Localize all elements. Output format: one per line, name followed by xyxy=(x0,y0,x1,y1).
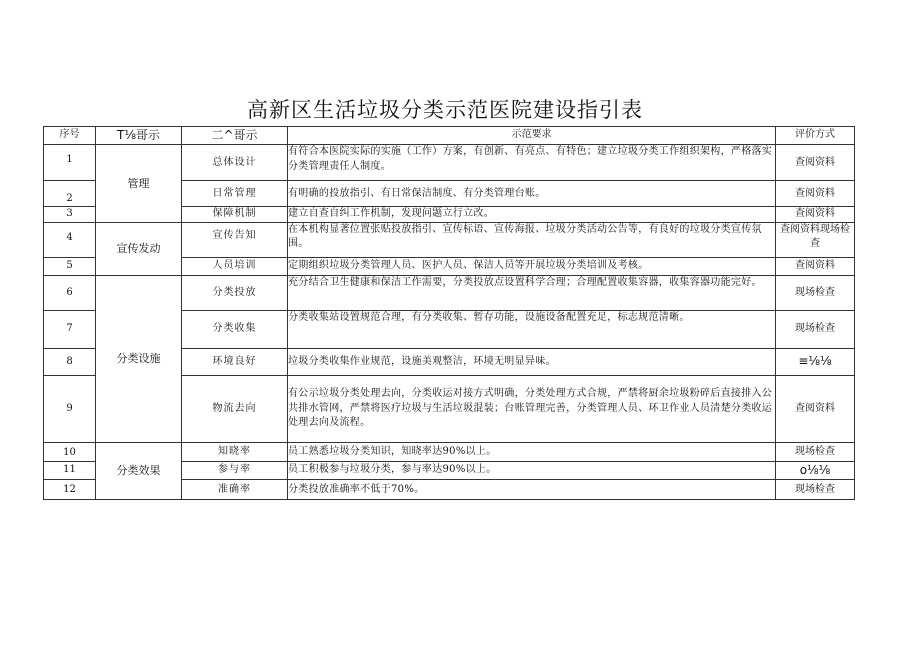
row-number: 8 xyxy=(44,348,96,375)
header-level1: T⅛哥示 xyxy=(96,127,182,145)
requirement-text: 有符合本医院实际的实施（工作）方案，有创新、有亮点、有特色；建立垃圾分类工作组织架构，严格落实分类管理责任人制度。 xyxy=(288,145,776,181)
category-management: 管理 xyxy=(96,145,182,223)
subcategory: 日常管理 xyxy=(182,181,288,207)
requirement-text: 员工熟悉垃圾分类知识，知晓率达90%以上。 xyxy=(288,442,776,461)
header-seq: 序号 xyxy=(44,127,96,145)
subcategory: 分类投放 xyxy=(182,275,288,310)
subcategory: 环境良好 xyxy=(182,348,288,375)
evaluation-method: 现场检查 xyxy=(776,310,855,348)
subcategory: 总体设计 xyxy=(182,145,288,181)
page-title: 高新区生活垃圾分类示范医院建设指引表 xyxy=(247,98,643,122)
evaluation-method: ≡⅛⅛ xyxy=(776,348,855,375)
requirement-text: 分类投放准确率不低于70%。 xyxy=(288,480,776,500)
evaluation-method: 查阅资料现场检查 xyxy=(776,222,855,257)
row-number: 7 xyxy=(44,310,96,348)
requirement-text: 员工积极参与垃圾分类，参与率达90%以上。 xyxy=(288,461,776,479)
table-row xyxy=(44,222,855,257)
requirement-text: 垃圾分类收集作业规范，设施美观整洁，环境无明显异味。 xyxy=(288,348,776,375)
subcategory: 物流去向 xyxy=(182,375,288,442)
evaluation-method: 查阅资料 xyxy=(776,181,855,207)
row-number: 12 xyxy=(44,480,96,500)
row-number: 3 xyxy=(44,207,96,223)
subcategory: 分类收集 xyxy=(182,310,288,348)
table-header-row xyxy=(44,127,855,145)
row-number: 1 xyxy=(44,145,96,181)
row-number: 5 xyxy=(44,257,96,275)
header-requirement: 示范要求 xyxy=(288,127,776,145)
subcategory: 保障机制 xyxy=(182,207,288,223)
row-number: 6 xyxy=(44,275,96,310)
evaluation-method: 现场检查 xyxy=(776,275,855,310)
row-number: 10 xyxy=(44,442,96,461)
evaluation-method: o⅛⅛ xyxy=(776,461,855,479)
category-effect: 分类效果 xyxy=(96,442,182,499)
evaluation-method: 查阅资料 xyxy=(776,207,855,223)
evaluation-method: 查阅资料 xyxy=(776,145,855,181)
subcategory: 参与率 xyxy=(182,461,288,479)
evaluation-method: 现场检查 xyxy=(776,480,855,500)
requirement-text: 分类收集站设置规范合理，有分类收集、暂存功能，设施设备配置充足，标志规范清晰。 xyxy=(288,310,776,348)
requirement-text: 有公示垃圾分类处理去向，分类收运对接方式明确，分类处理方式合规，严禁将厨余垃圾粉碎后直接排入公共排水管网，严禁将医疗垃圾与生活垃圾混装；台账管理完善，分类管理人员、环卫作业人员清楚分类收运处理去向及流程。 xyxy=(288,375,776,442)
table-row xyxy=(44,442,855,461)
row-number: 9 xyxy=(44,375,96,442)
evaluation-method: 查阅资料 xyxy=(776,375,855,442)
category-publicity: 宣传发动 xyxy=(96,222,182,275)
requirement-text: 在本机构显著位置张贴投放指引、宣传标语、宣传海报、垃圾分类活动公告等，有良好的垃圾分类宣传氛围。 xyxy=(288,222,776,257)
requirement-text: 充分结合卫生健康和保洁工作需要，分类投放点设置科学合理；合理配置收集容器，收集容器功能完好。 xyxy=(288,275,776,310)
header-evaluation: 评价方式 xyxy=(776,127,855,145)
table-row xyxy=(44,275,855,310)
guide-table xyxy=(43,126,855,500)
row-number: 2 xyxy=(44,181,96,207)
subcategory: 人员培训 xyxy=(182,257,288,275)
requirement-text: 有明确的投放指引、有日常保洁制度、有分类管理台账。 xyxy=(288,181,776,207)
header-level2: 二^哥示 xyxy=(182,127,288,145)
evaluation-method: 查阅资料 xyxy=(776,257,855,275)
requirement-text: 建立自查自纠工作机制，发现问题立行立改。 xyxy=(288,207,776,223)
subcategory: 宣传告知 xyxy=(182,222,288,257)
row-number: 11 xyxy=(44,461,96,479)
evaluation-method: 现场检查 xyxy=(776,442,855,461)
subcategory: 知晓率 xyxy=(182,442,288,461)
subcategory: 准确率 xyxy=(182,480,288,500)
category-facilities: 分类设施 xyxy=(96,275,182,442)
row-number: 4 xyxy=(44,222,96,257)
table-row xyxy=(44,145,855,181)
requirement-text: 定期组织垃圾分类管理人员、医护人员、保洁人员等开展垃圾分类培训及考核。 xyxy=(288,257,776,275)
